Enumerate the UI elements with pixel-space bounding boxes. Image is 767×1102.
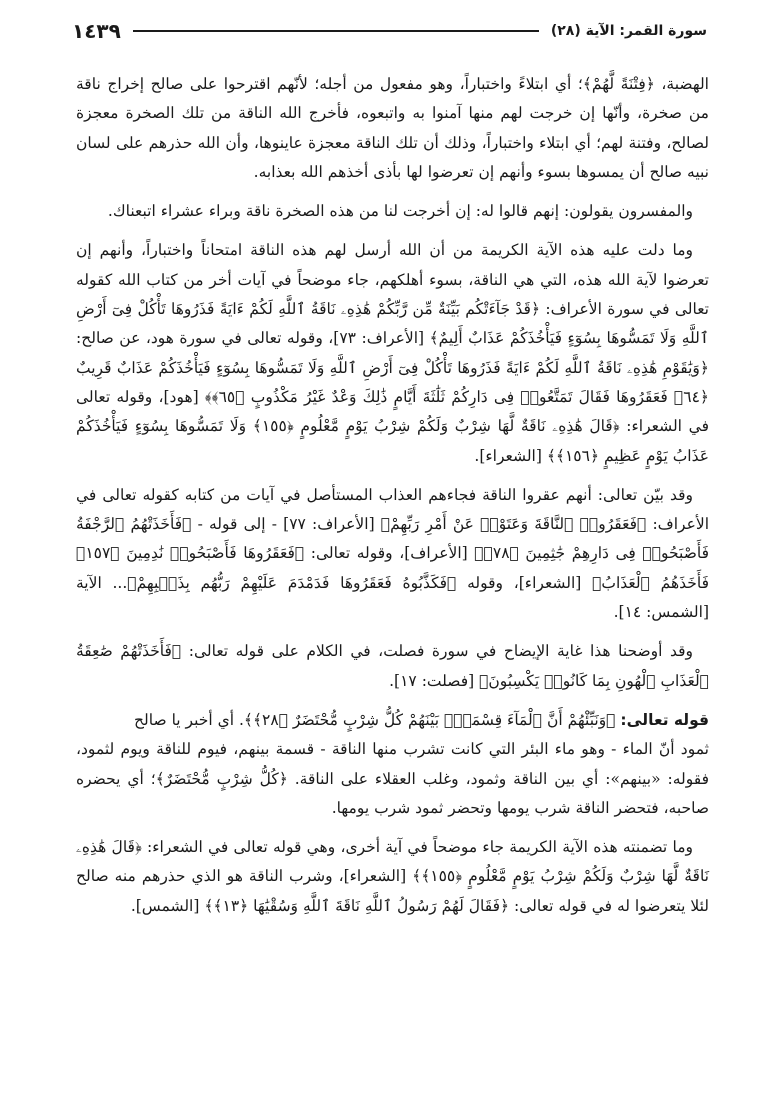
page-body	[76, 70, 709, 931]
paragraph: والمفسرون يقولون: إنهم قالوا له: إن أخرجت لنا من هذه الصخرة ناقة وبراء عشراء اتبعناك.	[107, 202, 693, 221]
verse-heading-paragraph	[76, 706, 709, 735]
paragraph: وقد بيّن تعالى: أنهم عقروا الناقة فجاءهم العذاب المستأصل في آيات من كتابه كقوله تعالى في الأعراف: ﴿فَعَقَرُوا۟ ٱلنَّاقَةَ وَعَتَوْا۟ عَنْ أَمْرِ رَبِّهِمْ﴾ [الأعراف: ٧٧] - إلى قوله - ﴿فَأَخَذَتْهُمُ ٱلرَّجْفَةُ فَأَصْبَحُوا۟ فِى دَارِهِمْ جَٰثِمِينَ ﴿٧٨﴾﴾ [الأعراف]، وقوله تعالى: ﴿فَعَقَرُوهَا فَأَصْبَحُوا۟ نَٰدِمِينَ ﴿١٥٧﴾ فَأَخَذَهُمُ ٱلْعَذَابُ﴾ [الشعراء]، وقوله ﴿فَكَذَّبُوهُ فَعَقَرُوهَا فَدَمْدَمَ عَلَيْهِمْ رَبُّهُم بِذَنۢبِهِمْ﴾... الآية [الشمس: ١٤].	[76, 485, 709, 622]
page-header	[72, 14, 707, 48]
paragraph: الهضبة، ﴿فِتْنَةً لَّهُمْ﴾؛ أي ابتلاءً واختباراً، وهو مفعول من أجله؛ لأنّهم اقترحوا على صالح إخراج ناقة من صخرة، وأنّها إن خرجت لهم منها آمنوا به واتبعوه، فأخرج الله الناقة من تلك الصخرة معجزة لصالح، وفتنة لهم؛ أي ابتلاء واختباراً، وذلك أن تلك الناقة معجزة عاينوها، وأن الله حذرهم على لسان نبيه صالح أن يمسوها بسوء وأنهم إن تعرضوا لها بأذى أخذهم الله بعذابه.	[76, 75, 709, 181]
paragraph: وقد أوضحنا هذا غاية الإيضاح في سورة فصلت، في الكلام على قوله تعالى: ﴿فَأَخَذَتْهُمْ صَٰعِقَةُ ٱلْعَذَابِ ٱلْهُونِ بِمَا كَانُوا۟ يَكْسِبُونَ﴾ [فصلت: ١٧].	[76, 642, 709, 690]
verse-text: ﴿وَنَبِّئْهُمْ أَنَّ ٱلْمَآءَ قِسْمَةٌۢ بَيْنَهُمْ كُلُّ شِرْبٍ مُّحْتَضَرٌ ﴿٢٨﴾﴾	[243, 710, 616, 729]
running-title: سورة القمر: الآية (٢٨)	[550, 23, 707, 39]
header-rule	[133, 30, 539, 32]
paragraph: ثمود أنّ الماء - وهو ماء البئر التي كانت تشرب منها الناقة - قسمة بينهم، فيوم للناقة ويوم لثمود، فقوله: «بينهم»: أي بين الناقة وثمود، وغلب العقلاء على الناقة. ﴿كُلُّ شِرْبٍ مُّحْتَضَرٌ﴾؛ أي يحضره صاحبه، فتحضر الناقة شرب يومها وتحضر ثمود شرب يومها.	[76, 740, 709, 817]
verse-rest: . أي أخبر يا صالح	[134, 710, 244, 729]
page-number: ١٤٣٩	[72, 19, 121, 43]
verse-lead: قوله تعالى:	[620, 710, 709, 729]
paragraph: وما تضمنته هذه الآية الكريمة جاء موضحاً في آية أخرى، وهي قوله تعالى في الشعراء: ﴿قَالَ هَٰذِهِۦ نَاقَةٌ لَّهَا شِرْبٌ وَلَكُمْ شِرْبُ يَوْمٍ مَّعْلُومٍ ﴿١٥٥﴾﴾ [الشعراء]، وشرب الناقة هو الذي حذرهم منه صالح لئلا يتعرضوا له في قوله تعالى: ﴿فَقَالَ لَهُمْ رَسُولُ ٱللَّهِ نَاقَةَ ٱللَّهِ وَسُقْيَٰهَا ﴿١٣﴾﴾ [الشمس].	[76, 838, 709, 915]
paragraph: وما دلت عليه هذه الآية الكريمة من أن الله أرسل لهم هذه الناقة امتحاناً واختباراً، وأنهم إن تعرضوا لآية الله هذه، التي هي الناقة، بسوء أهلكهم، جاء موضحاً في آيات أخر من كتاب الله كقوله تعالى في سورة الأعراف: ﴿قَدْ جَآءَتْكُم بَيِّنَةٌ مِّن رَّبِّكُمْ هَٰذِهِۦ نَاقَةُ ٱللَّهِ لَكُمْ ءَايَةً فَذَرُوهَا تَأْكُلْ فِىٓ أَرْضِ ٱللَّهِ وَلَا تَمَسُّوهَا بِسُوٓءٍ فَيَأْخُذَكُمْ عَذَابٌ أَلِيمٌ﴾ [الأعراف: ٧٣]، وقوله تعالى في سورة هود، عن صالح: ﴿وَيَٰقَوْمِ هَٰذِهِۦ نَاقَةُ ٱللَّهِ لَكُمْ ءَايَةً فَذَرُوهَا تَأْكُلْ فِىٓ أَرْضِ ٱللَّهِ وَلَا تَمَسُّوهَا بِسُوٓءٍ فَيَأْخُذَكُمْ عَذَابٌ قَرِيبٌ ﴿٦٤﴾ فَعَقَرُوهَا فَقَالَ تَمَتَّعُوا۟ فِى دَارِكُمْ ثَلَٰثَةَ أَيَّامٍ ذَٰلِكَ وَعْدٌ غَيْرُ مَكْذُوبٍ ﴿٦٥﴾﴾ [هود]، وقوله تعالى في الشعراء: ﴿قَالَ هَٰذِهِۦ نَاقَةٌ لَّهَا شِرْبٌ وَلَكُمْ شِرْبُ يَوْمٍ مَّعْلُومٍ ﴿١٥٥﴾ وَلَا تَمَسُّوهَا بِسُوٓءٍ فَيَأْخُذَكُمْ عَذَابُ يَوْمٍ عَظِيمٍ ﴿١٥٦﴾﴾ [الشعراء].	[76, 241, 709, 465]
